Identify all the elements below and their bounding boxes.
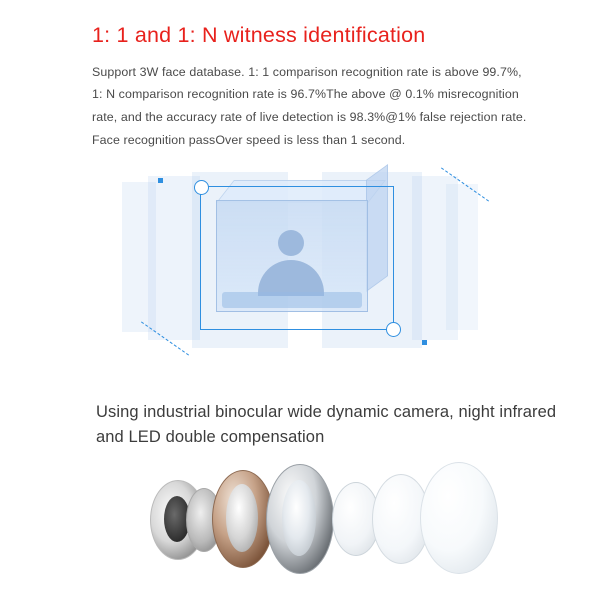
feature-description-text: Support 3W face database. 1: 1 comparison recognition rate is above 99.7%, 1: N comparison recognition rate is 96.7%The above @ 0.1% misrecognition rate, and the accuracy rate of live detection is 98.3%@1% false rejection rate. Face recognition passOver speed is less than 1 second. <box>92 64 527 147</box>
camera-lens-exploded-illustration <box>120 462 500 577</box>
section-witness-identification <box>0 0 600 151</box>
scan-frame-icon <box>200 186 394 330</box>
lens-element-core <box>226 484 258 552</box>
square-marker-icon <box>158 178 163 183</box>
face-recognition-cube-illustration <box>122 172 478 352</box>
scan-node-icon <box>386 322 401 337</box>
decorative-panel <box>446 184 478 330</box>
section-subtitle: Using industrial binocular wide dynamic camera, night infrared and LED double compensation <box>96 403 557 446</box>
lens-element <box>420 462 498 574</box>
scan-node-icon <box>194 180 209 195</box>
square-marker-icon <box>422 340 427 345</box>
page-title: 1: 1 and 1: N witness identification <box>92 23 426 47</box>
lens-element-core <box>282 480 316 556</box>
